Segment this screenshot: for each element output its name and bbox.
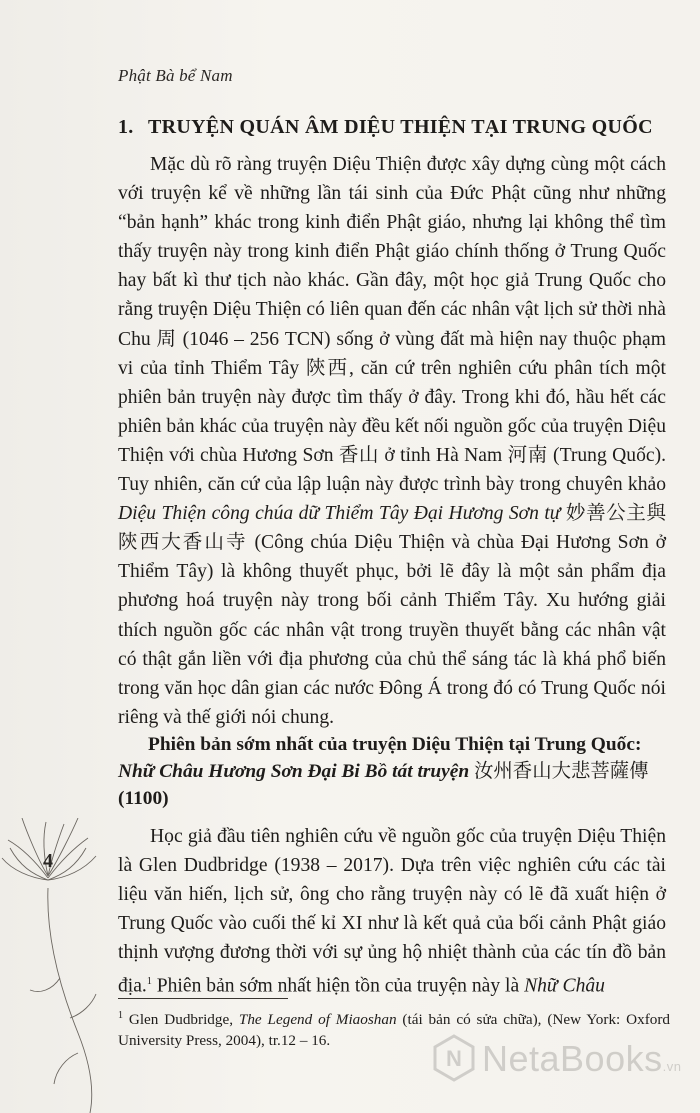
svg-text:N: N [446, 1046, 462, 1071]
paragraph-2-tail-italic: Nhữ Châu [524, 976, 605, 997]
section-title-text: TRUYỆN QUÁN ÂM DIỆU THIỆN TẠI TRUNG QUỐC [148, 116, 653, 138]
publisher-watermark [430, 1028, 680, 1088]
subheading-line-1: Phiên bản sớm nhất của truyện Diệu Thiện tại Trung Quốc: [148, 734, 642, 755]
subheading-cjk-title: 汝州香山大悲菩薩傳 [469, 761, 649, 782]
footnote-mark: 1 [118, 1010, 123, 1021]
page-number: 4 [43, 850, 53, 872]
running-header: Phật Bà bể Nam [118, 66, 233, 85]
section-heading [118, 116, 660, 139]
watermark-brand: NetaBooks [482, 1038, 663, 1079]
watermark-suffix: .vn [662, 1059, 682, 1074]
subheading [118, 731, 668, 812]
body-paragraph-1 [118, 150, 666, 732]
paragraph-2-text: Học giả đầu tiên nghiên cứu về nguồn gốc của truyện Diệu Thiện là Glen Dudbridge (1938 – 2017). Dựa trên việc nghiên cứu các tài liệu văn hiến, lịch sử, ông cho rằng truyện này có lẽ đã xuất hiện ở Trung Quốc vào cuối thế kỉ XI như là kết quả của bối cảnh Phật giáo thịnh vượng đương thời với sự ủng hộ nhiệt thành của các tín đồ bản địa. [118, 826, 666, 997]
footnote-details: (tái bản có sửa chữa), (New York: Oxford University Press, 2004), tr.12 – 16. [118, 1011, 670, 1050]
body-paragraph-2 [118, 822, 666, 1001]
paragraph-2-tail: Phiên bản sớm nhất hiện tồn của truyện này là [151, 976, 525, 997]
footnote-divider [118, 998, 288, 999]
footnote-book-title: The Legend of Miaoshan [238, 1011, 397, 1029]
subheading-work-title: Nhữ Châu Hương Sơn Đại Bi Bồ tát truyện [118, 761, 470, 782]
paragraph-text: Mặc dù rõ ràng truyện Diệu Thiện được xây dựng cùng một cách với truyện kể về những lần tái sinh của Đức Phật cũng như những “bản hạnh” khác trong kinh điển Phật giáo, nhưng lại không thể tìm thấy truyện này trong kinh điển Phật giáo chính thống ở Trung Quốc hay bất kì thư tịch nào khác. Gần đây, một học giả Trung Quốc cho rằng truyện Diệu Thiện có liên quan đến các nhân vật lịch sử thời nhà Chu 周 (1046 – 256 TCN) sống ở vùng đất mà hiện nay thuộc phạm vi của tỉnh Thiểm Tây 陝西, căn cứ trên nghiên cứu phân tích một phiên bản truyện này được tìm thấy ở đây. Trong khi đó, hầu hết các phiên bản khác của truyện này đều kết nối nguồn gốc của truyện Diệu Thiện với chùa Hương Sơn 香山 ở tỉnh Hà Nam 河南 (Trung Quốc). Tuy nhiên, căn cứ của lập luận này được trình bày trong chuyên khảo [118, 154, 666, 496]
monograph-title: Diệu Thiện công chúa dữ Thiểm Tây Đại Hương Sơn tự [118, 503, 561, 525]
subheading-year: (1100) [118, 788, 169, 809]
paragraph-text-continued: 妙善公主與陝西大香山寺 (Công chúa Diệu Thiện và chùa Đại Hương Sơn ở Thiểm Tây) là không thuyết phục, bởi lẽ đây là một sản phẩm địa phương hoá truyện này trong bối cảnh Thiểm Tây. Xu hướng giải thích nguồn gốc các nhân vật trong truyền thuyết bằng các nhân vật có thật gắn liền với địa phương của chủ thể sáng tác là khá phổ biến trong văn học dân gian các nước Đông Á trong đó có Trung Quốc nói riêng và thế giới nói chung. [118, 503, 666, 728]
footnote-author: Glen Dudbridge, [123, 1011, 239, 1029]
section-number: 1. [118, 116, 134, 138]
footnote-reference[interactable]: 1 [146, 976, 152, 988]
netabooks-logo-icon [430, 1034, 478, 1082]
watermark-text [482, 1038, 681, 1080]
